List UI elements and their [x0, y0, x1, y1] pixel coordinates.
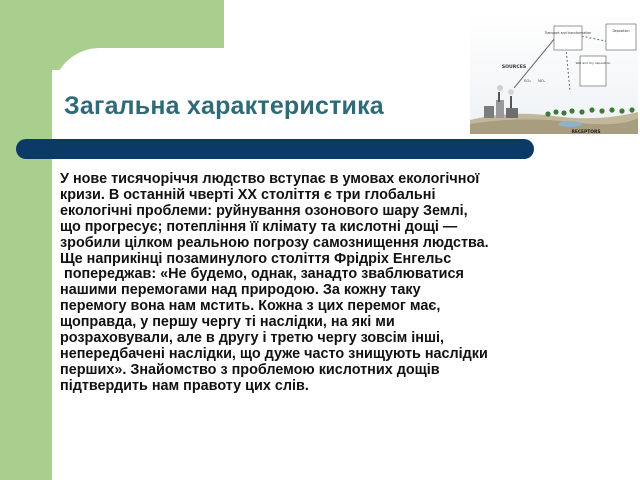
lake-icon	[558, 121, 582, 127]
diagram-box-deposition-label: Deposition	[612, 29, 630, 33]
diagram-box-wet-dry-label: Wet and dry deposition	[575, 61, 611, 65]
diagram-box-deposition	[606, 24, 636, 50]
sources-label: SOURCES	[501, 65, 527, 70]
nox-label: NOₓ	[538, 78, 546, 83]
left-green-band	[0, 0, 52, 480]
title-underline-bar	[16, 139, 534, 159]
slide-title: Загальна характеристика	[64, 92, 384, 120]
slide-body-text: У нове тисячоріччя людство вступає в умовах екологічної кризи. В останній чверті ХХ століття є три глобальні екологічні проблеми: руйнування озонового шару Землі, що прогресує; потепління її клімату та кислотні дощі — зробили цілком реальною погрозу самознищення людства. Ще наприкінці позаминулого століття Фрідріх Енгельс попереджав: «Не будемо, однак, занадто зваблюватися нашими перемогами над природою. За кожну таку перемогу вона нам мстить. Кожна з цих перемог має, щоправда, у першу чергу ті наслідки, на які ми розраховували, але в другу і третю чергу зовсім інші, непередбачені наслідки, що дуже часто знищують наслідки перших». Знайомство з проблемою кислотних дощів підтвердить нам правоту цих слів.	[60, 171, 489, 394]
acid-rain-diagram-svg	[470, 12, 638, 134]
diagram-box-transport	[554, 26, 582, 50]
acid-rain-diagram	[470, 12, 638, 134]
receptors-label: RECEPTORS	[571, 130, 601, 134]
diagram-box-transport-label: Transport and transformation	[544, 31, 592, 35]
so2-label: SO₂	[524, 78, 531, 83]
